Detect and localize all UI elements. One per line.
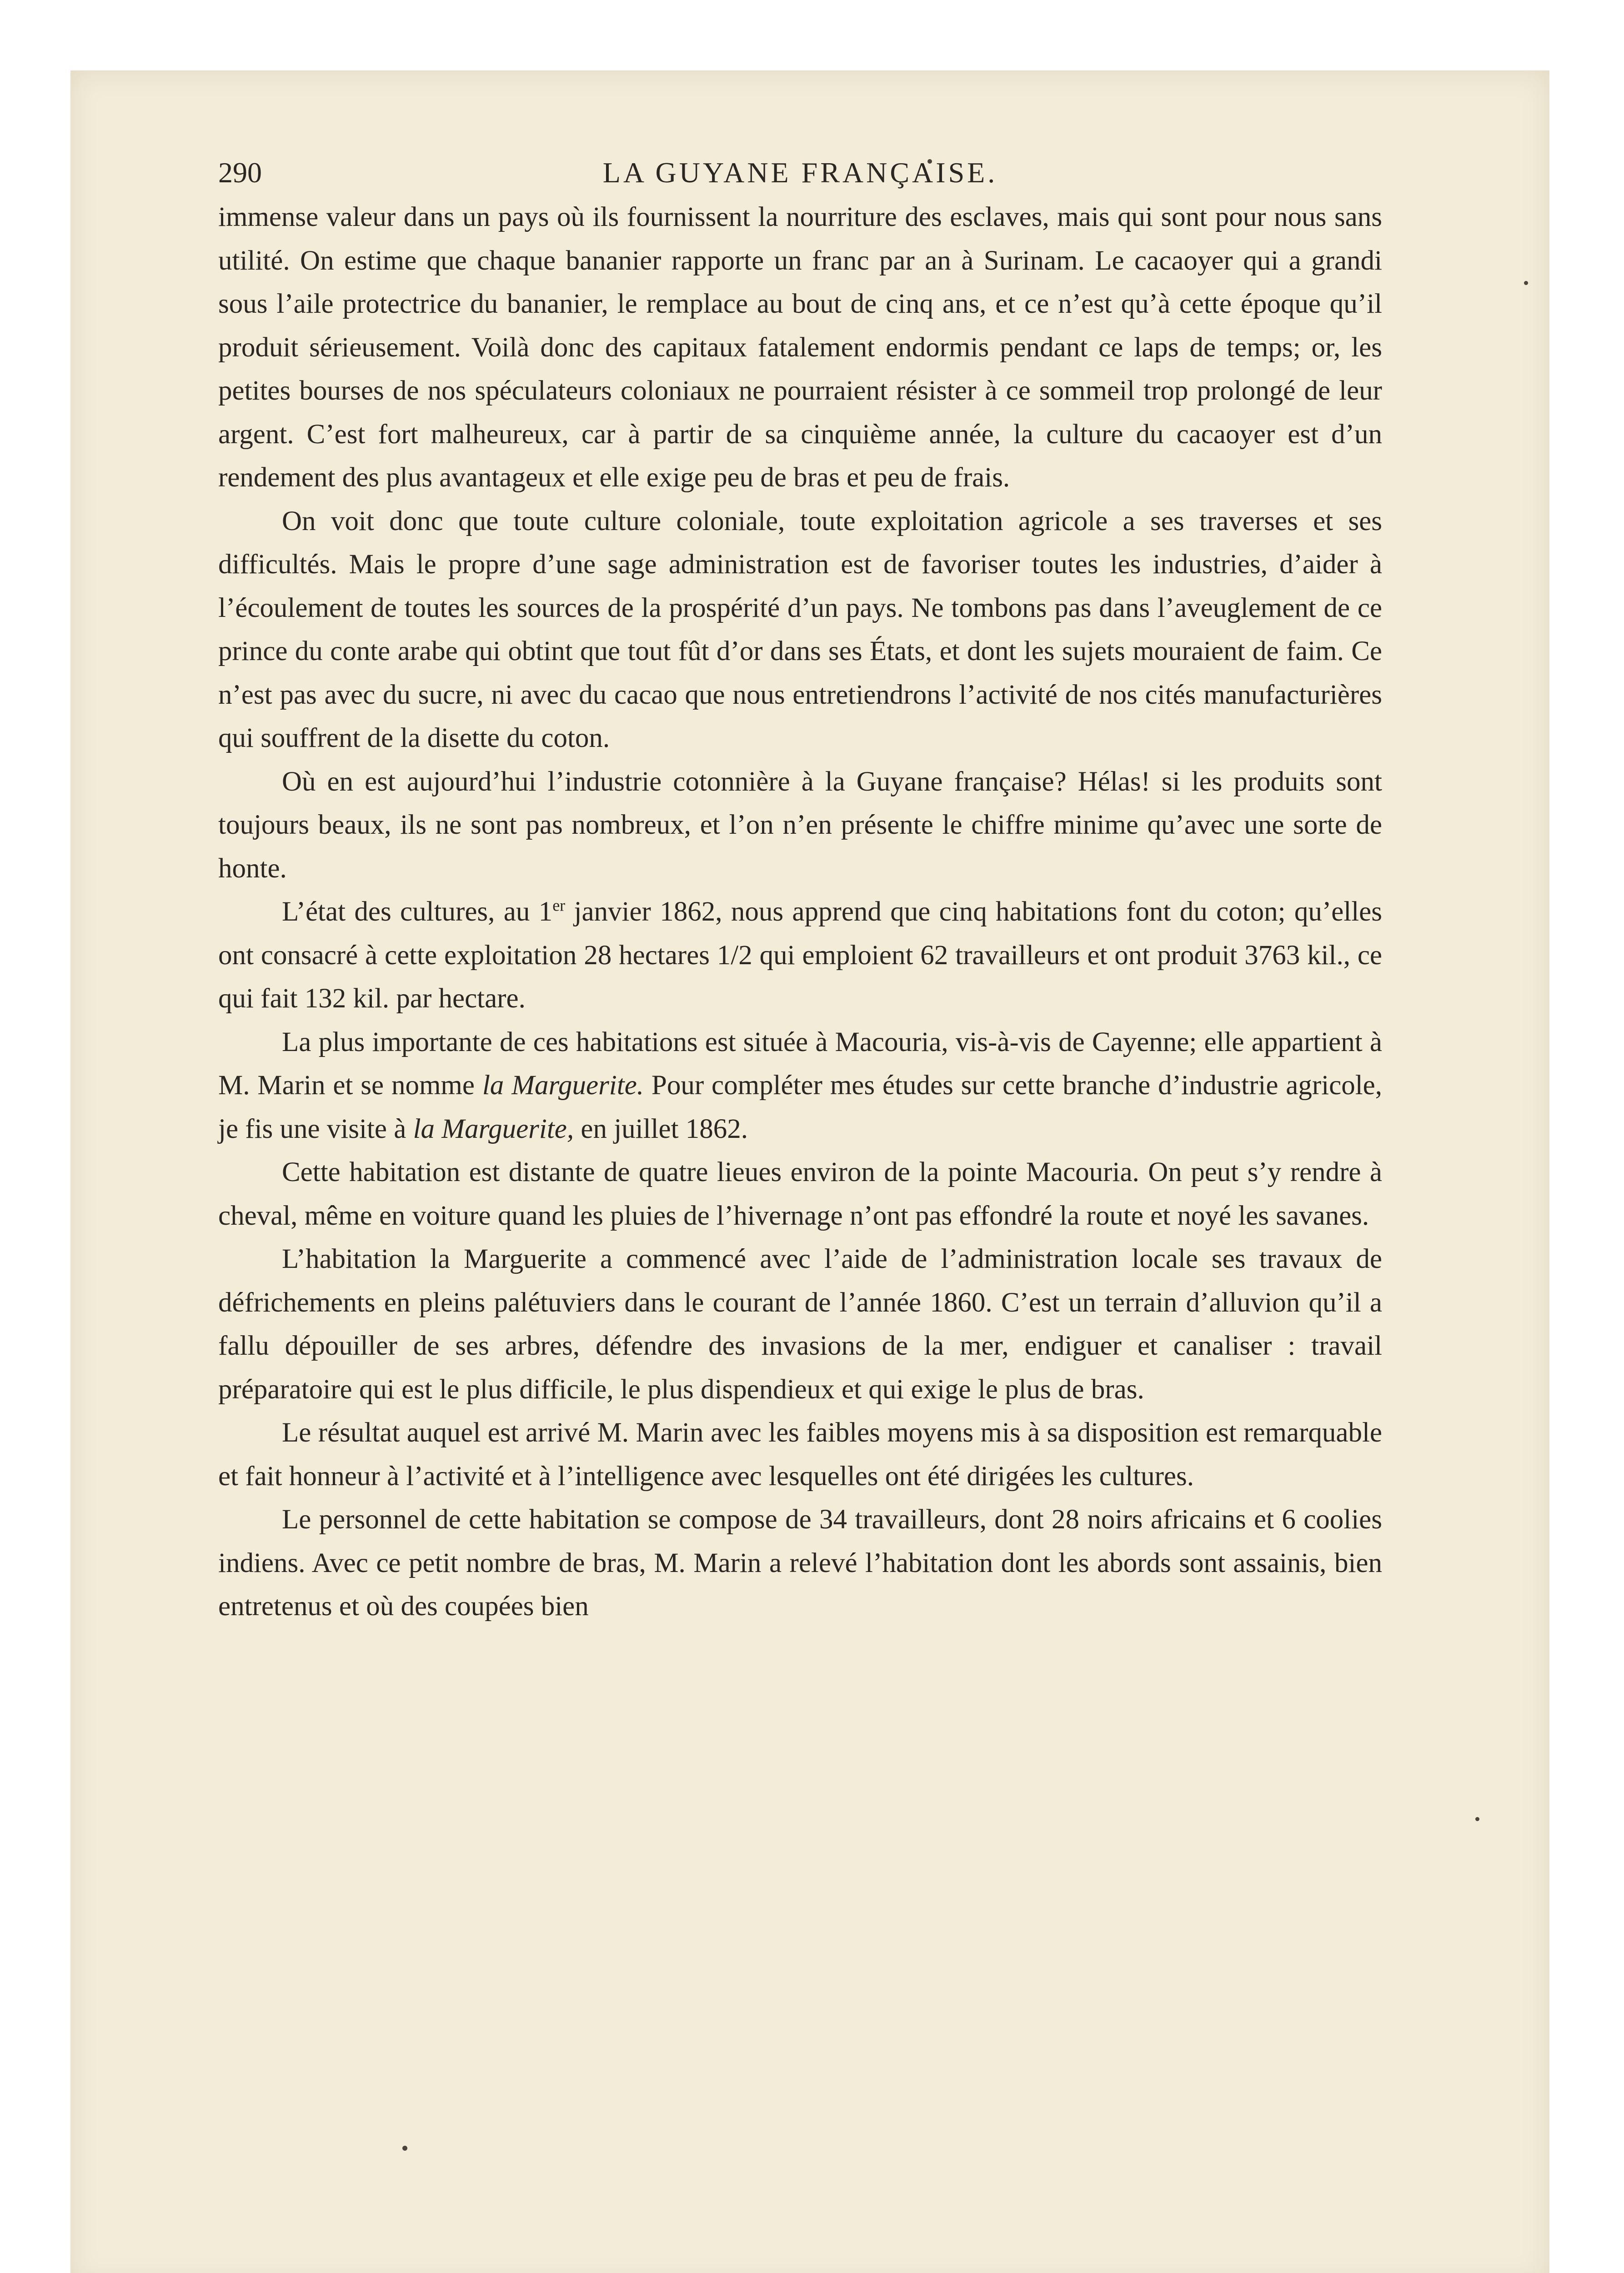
paragraph: Le personnel de cette habitation se compose de 34 travailleurs, dont 28 noirs africains et 6 coolies indiens. Avec ce petit nombre de bras, M. Marin a relevé l’habitation dont les abords sont assainis, bien entretenus et où des coupées bien (218, 1504, 1382, 1622)
paragraph: Où en est aujourd’hui l’industrie cotonnière à la Guyane française? Hélas! si les produits sont toujours beaux, ils ne sont pas nombreux, et l’on n’en présente le chiffre minime qu’avec une sorte de honte. (218, 766, 1382, 884)
ordinal-superscript: er (552, 896, 566, 915)
ink-speck (402, 2146, 407, 2151)
paragraph-text: en juillet 1862. (574, 1113, 748, 1144)
paragraph: On voit donc que toute culture coloniale, toute exploitation agricole a ses traverses et ses difficultés. Mais le propre d’une sage administration est de favoriser toutes les industries, d’aider à l’écoulement de toutes les sources de la prospérité d’un pays. Ne tombons pas dans l’aveuglement de ce prince du conte arabe qui obtint que tout fût d’or dans ses États, et dont les sujets mouraient de faim. Ce n’est pas avec du sucre, ni avec du cacao que nous entretiendrons l’activité de nos cités manufacturières qui souffrent de la disette du coton. (218, 506, 1382, 753)
ink-speck (1524, 281, 1528, 285)
paragraph: immense valeur dans un pays où ils fournissent la nourriture des esclaves, mais qui sont pour nous sans utilité. On estime que chaque bananier rapporte un franc par an à Surinam. Le cacaoyer qui a grandi sous l’aile protectrice du bananier, le remplace au bout de cinq ans, et ce n’est qu’à cette époque qu’il produit sérieusement. Voilà donc des capitaux fatalement endormis pendant ce laps de temps; or, les petites bourses de nos spéculateurs coloniaux ne pourraient résister à ce sommeil trop prolongé de leur argent. C’est fort malheureux, car à partir de sa cinquième année, la culture du cacaoyer est d’un rendement des plus avantageux et elle exige peu de bras et peu de frais. (218, 202, 1382, 493)
ink-speck (1475, 1817, 1479, 1821)
paragraph (218, 1021, 1382, 1151)
paragraph: Cette habitation est distante de quatre lieues environ de la pointe Macouria. On peut s’y rendre à cheval, même en voiture quand les pluies de l’hivernage n’ont pas effondré la route et noyé les savanes. (218, 1157, 1382, 1231)
paragraph: L’habitation la Marguerite a commencé avec l’aide de l’administration locale ses travaux de défrichements en pleins palétuviers dans le courant de l’année 1860. C’est un terrain d’alluvion qu’il a fallu dépouiller de ses arbres, défendre des invasions de la mer, endiguer et canaliser : travail préparatoire qui est le plus difficile, le plus dispendieux et qui exige le plus de bras. (218, 1244, 1382, 1405)
page-text (218, 150, 1382, 1628)
running-head (218, 150, 1382, 195)
paragraph-text: L’état des cultures, au 1 (282, 896, 553, 927)
paragraph: Le résultat auquel est arrivé M. Marin avec les faibles moyens mis à sa disposition est remarquable et fait honneur à l’activité et à l’intelligence avec lesquelles ont été dirigées les cultures. (218, 1417, 1382, 1492)
paragraph-text: La plus importante de ces habitations est située à Macouria, vis-à-vis de Cayenne; elle appartient à M. Marin et se nomme (218, 1026, 1382, 1101)
paragraph-text: janvier 1862, nous apprend que cinq habitations font du coton; qu’elles ont consacré à cette exploitation 28 hectares 1/2 qui emploient 62 travailleurs et ont produit 3763 kil., ce qui fait 132 kil. par hectare. (218, 896, 1382, 1014)
italic-title: la Marguerite, (413, 1113, 574, 1144)
italic-title: la Marguerite. (482, 1070, 644, 1101)
page-number: 290 (218, 156, 262, 189)
paragraph (218, 890, 1382, 1021)
running-title: LA GUYANE FRANÇAISE. (602, 156, 998, 189)
paragraph-text: Pour compléter mes études sur cette branche d’industrie agricole, je fis une visite à (218, 1070, 1382, 1144)
